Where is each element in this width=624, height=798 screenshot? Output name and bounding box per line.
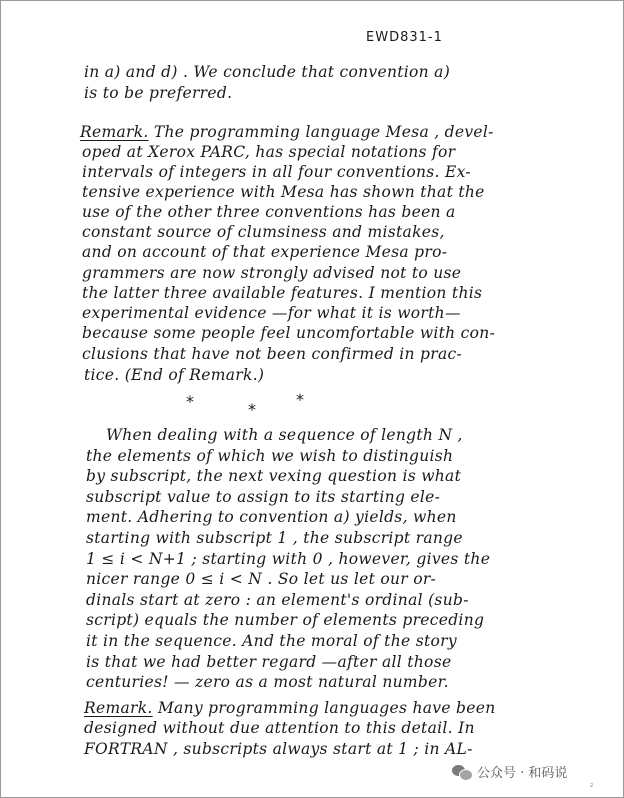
remark-first-line [80,122,494,142]
page-number: 2 [590,783,594,789]
text-line: oped at Xerox PARC, has special notations for [82,143,456,161]
text-line: intervals of integers in all four conventions. Ex- [82,163,471,181]
text-line: constant source of clumsiness and mistakes, [82,223,445,241]
section-separator [186,390,316,419]
remark-label: Remark. [80,123,149,141]
text-line: FORTRAN , subscripts always start at 1 ; in AL- [84,740,473,758]
text-line: experimental evidence —for what it is worth— [82,304,461,322]
text-line: is that we had better regard —after all those [86,653,452,671]
text-line: it in the sequence. And the moral of the story [86,632,457,650]
text-line: is to be preferred. [84,84,233,102]
text-line: in a) and d) . We conclude that convention a) [84,63,451,81]
text-line: the latter three available features. I mention this [82,284,483,302]
text-line: ment. Adhering to convention a) yields, when [86,508,457,526]
text-line: centuries! — zero as a most natural number. [86,673,449,691]
remark-text: The programming language Mesa , devel- [148,123,494,141]
text-line: clusions that have not been confirmed in prac- [82,345,463,363]
text-line: and on account of that experience Mesa pro- [82,243,448,261]
document-header: EWD831-1 [366,30,443,45]
wechat-icon [452,764,472,780]
text-line: When dealing with a sequence of length N , [106,426,463,444]
separator-star: * [186,392,195,411]
watermark-text: 公众号 · 和码说 [477,766,568,781]
separator-star: * [296,390,305,409]
remark-label: Remark. [84,699,153,717]
text-line: designed without due attention to this detail. In [84,719,475,737]
remark-first-line [84,698,495,718]
separator-star: * [248,400,257,419]
text-line: script) equals the number of elements preceding [86,611,485,629]
text-line: by subscript, the next vexing question is what [86,467,462,485]
text-line: subscript value to assign to its starting ele- [86,488,441,506]
text-line: dinals start at zero : an element's ordinal (sub- [86,591,469,609]
text-line: because some people feel uncomfortable with con- [82,324,496,342]
text-line: tensive experience with Mesa has shown that the [82,183,485,201]
remark-text: Many programming languages have been [152,699,496,717]
text-line: the elements of which we wish to distinguish [86,447,454,465]
text-line: use of the other three conventions has been a [82,203,456,221]
text-line: tice. (End of Remark.) [84,366,265,384]
text-line: 1 ≤ i < N+1 ; starting with 0 , however, gives the [86,550,491,568]
text-line: nicer range 0 ≤ i < N . So let us let our or- [86,570,437,588]
text-line: starting with subscript 1 , the subscript range [86,529,463,547]
watermark [452,762,567,781]
text-line: grammers are now strongly advised not to use [82,264,462,282]
